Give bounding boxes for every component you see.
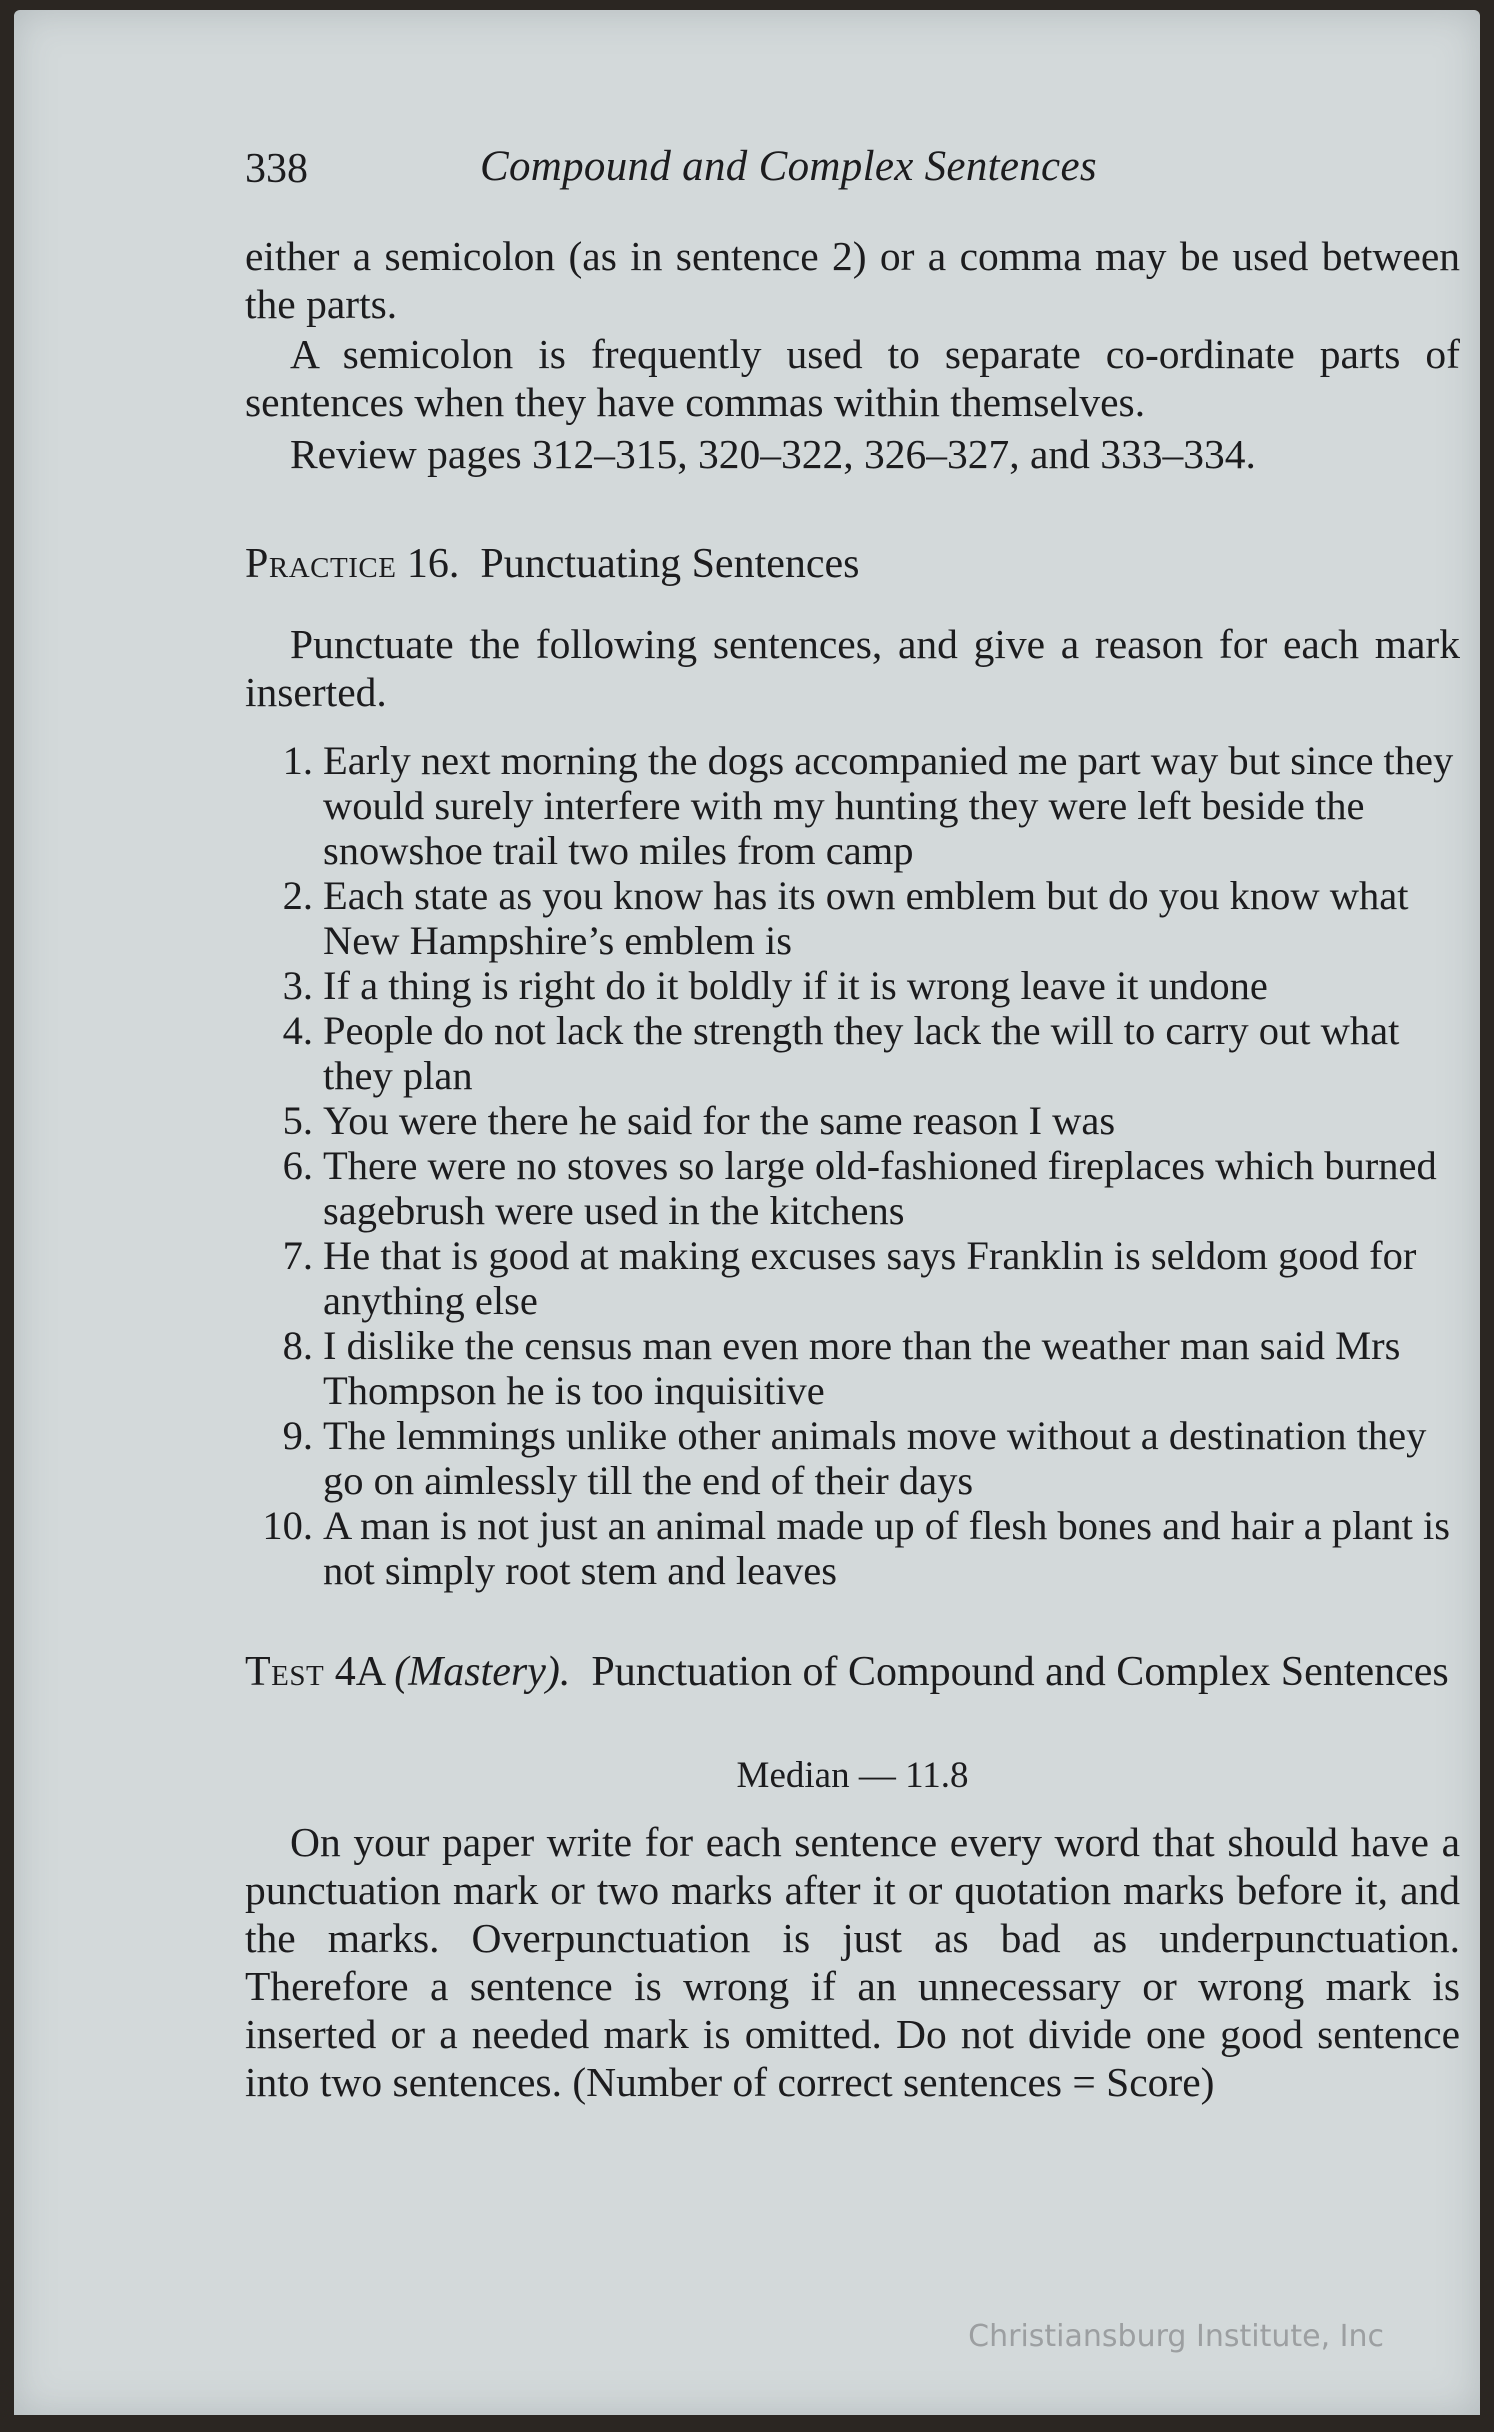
list-item: 10. A man is not just an animal made up of flesh bones and hair a plant is not simply root stem and leaves bbox=[262, 1503, 1451, 1593]
practice-instructions: Punctuate the following sentences, and give a reason for each mark inserted. bbox=[245, 621, 1460, 715]
test-title: Punctuation of Compound and Complex Sentences bbox=[591, 1649, 1449, 1695]
test-label: Test bbox=[245, 1649, 325, 1695]
page-number: 338 bbox=[245, 146, 308, 192]
list-item: 5. You were there he said for the same reason I was bbox=[282, 1098, 1116, 1143]
test-id: 4A bbox=[334, 1649, 384, 1695]
list-item: 2. Each state as you know has its own emblem but do you know what New Hampshire’s emblem is bbox=[282, 873, 1409, 963]
test-heading bbox=[245, 1648, 1485, 1696]
practice-heading bbox=[245, 540, 1460, 588]
test-instructions: On your paper write for each sentence every word that should have a punctuation mark or two marks after it or quotation marks before it, and the marks. Overpunctuation is just as bad as underpunctuation. Therefore a sentence is wrong if an unnecessary or wrong mark is inserted or a needed mark is omitted. Do not divide one good sentence into two sentences. (Number of correct sentences = Score) bbox=[245, 1819, 1460, 2105]
list-item: 6. There were no stoves so large old-fashioned fireplaces which burned sagebrush were used in the kitchens bbox=[282, 1143, 1437, 1233]
test-qualifier: (Mastery). bbox=[394, 1649, 571, 1695]
intro-section bbox=[245, 232, 1460, 478]
list-item: 3. If a thing is right do it boldly if it is wrong leave it undone bbox=[282, 963, 1268, 1008]
list-item: 4. People do not lack the strength they lack the will to carry out what they plan bbox=[282, 1008, 1400, 1098]
practice-section bbox=[245, 620, 1460, 1593]
sentence-list bbox=[253, 738, 1460, 1593]
review-pages-paragraph: Review pages 312–315, 320–322, 326–327, and 333–334. bbox=[290, 431, 1256, 477]
practice-title: Punctuating Sentences bbox=[480, 541, 860, 587]
list-item: 8. I dislike the census man even more than the weather man said Mrs Thompson he is too inquisitive bbox=[282, 1323, 1401, 1413]
list-item: 1. Early next morning the dogs accompanied me part way but since they would surely interfere with my hunting they were left beside the snowshoe trail two miles from camp bbox=[282, 738, 1454, 873]
running-title: Compound and Complex Sentences bbox=[480, 143, 1097, 190]
practice-label: Practice bbox=[245, 541, 397, 587]
list-item: 7. He that is good at making excuses says Franklin is seldom good for anything else bbox=[282, 1233, 1417, 1323]
test-median: Median — 11.8 bbox=[736, 1755, 969, 1796]
intro-paragraph-continued: either a semicolon (as in sentence 2) or a comma may be used between the parts. bbox=[245, 233, 1460, 327]
practice-number: 16. bbox=[406, 541, 460, 587]
list-item: 9. The lemmings unlike other animals move without a destination they go on aimlessly till the end of their days bbox=[282, 1413, 1427, 1503]
watermark: Christiansburg Institute, Inc bbox=[968, 2319, 1384, 2354]
test-section bbox=[245, 1752, 1460, 2106]
semicolon-rule-paragraph: A semicolon is frequently used to separate co-ordinate parts of sentences when they have commas within themselves. bbox=[245, 331, 1460, 425]
